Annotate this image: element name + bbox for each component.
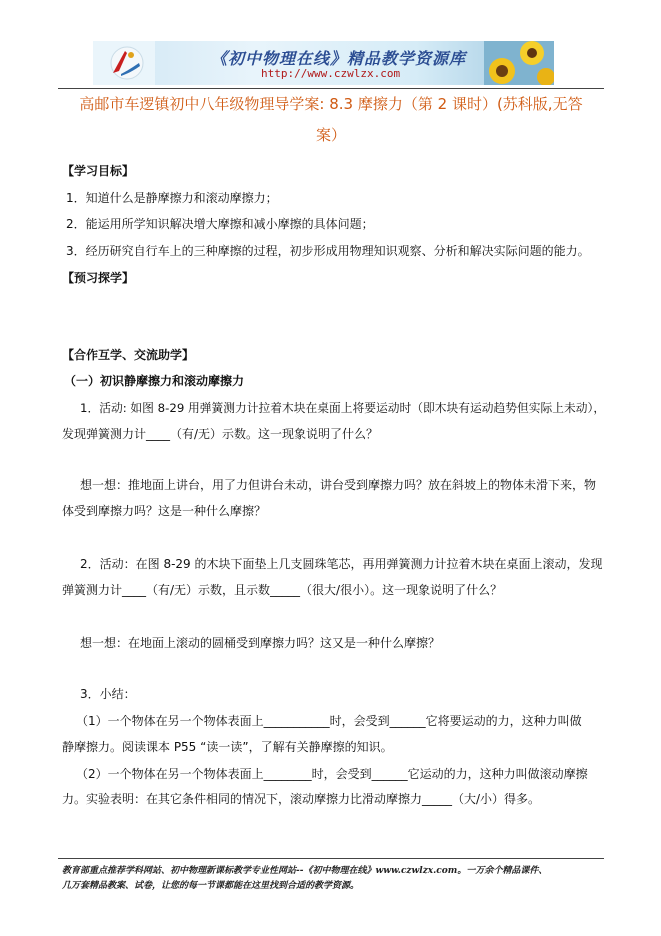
goal-item: 1．知道什么是静摩擦力和滚动摩擦力； [66,191,278,205]
page-title-line2: 案） [315,126,346,144]
think-1-line2: 体受到摩擦力吗？这是一种什么摩擦？ [62,504,267,518]
activity-1-line2: 发现弹簧测力计____（有/无）示数。这一现象说明了什么？ [62,427,379,441]
logo-icon [93,41,155,85]
subsection-heading: （一）初识静摩擦力和滚动摩擦力 [64,374,245,388]
summary-1-line1: （1）一个物体在另一个物体表面上___________时，会受到______它将要运动的力，这种力叫做 [76,714,582,728]
goal-item: 2．能运用所学知识解决增大摩擦和减小摩擦的具体问题； [66,217,374,231]
goal-item: 3．经历研究自行车上的三种摩擦的过程，初步形成用物理知识观察、分析和解决实际问题的能力。 [66,244,590,258]
summary-2-line2: 力。实验表明：在其它条件相同的情况下，滚动摩擦力比滑动摩擦力_____（大/小）得多。 [62,792,541,806]
footer-rule [58,858,604,859]
activity-1-line1: 1．活动: 如图 8-29 用弹簧测力计拉着木块在桌面上将要运动时（即木块有运动趋势但实际上未动）， [80,401,606,415]
summary-heading: 3．小结： [80,687,136,701]
page-title-line1: 高邮市车逻镇初中八年级物理导学案: 8.3 摩擦力（第 2 课时）(苏科版,无答 [79,95,583,113]
think-1-line1: 想一想：推地面上讲台，用了力但讲台未动，讲台受到摩擦力吗？放在斜坡上的物体未滑下来，物 [80,478,597,492]
goals-heading: 【学习目标】 [62,164,135,178]
preview-heading: 【预习探学】 [62,271,135,285]
activity-2-line1: 2．活动：在图 8-29 的木块下面垫上几支圆珠笔芯，再用弹簧测力计拉着木块在桌面上滚动，发现 [80,557,603,571]
think-2: 想一想：在地面上滚动的圆桶受到摩擦力吗？这又是一种什么摩擦？ [80,636,441,650]
summary-2-line1: （2）一个物体在另一个物体表面上________时，会受到______它运动的力，这种力叫做滚动摩擦 [76,767,588,781]
summary-1-line2: 静摩擦力。阅读课本 P55 “读一读”，了解有关静摩擦的知识。 [62,740,393,754]
header-banner [93,41,554,85]
footer-line1: 教育部重点推荐学科网站、初中物理新课标教学专业性网站--《初中物理在线》www.czwlzx.com。一万余个精品课件、 [62,866,548,876]
site-logo [93,41,155,85]
banner-url[interactable]: http://www.czwlzx.com [261,67,401,80]
coop-heading: 【合作互学、交流助学】 [62,348,195,362]
activity-2-line2: 弹簧测力计____（有/无）示数，且示数_____（很大/很小）。这一现象说明了什么？ [62,583,503,597]
banner-title: 《初中物理在线》精品教学资源库 [211,49,467,68]
footer-line2: 几万套精品教案、试卷，让您的每一节课都能在这里找到合适的教学资源。 [62,881,360,891]
sunflower-image [484,41,554,85]
